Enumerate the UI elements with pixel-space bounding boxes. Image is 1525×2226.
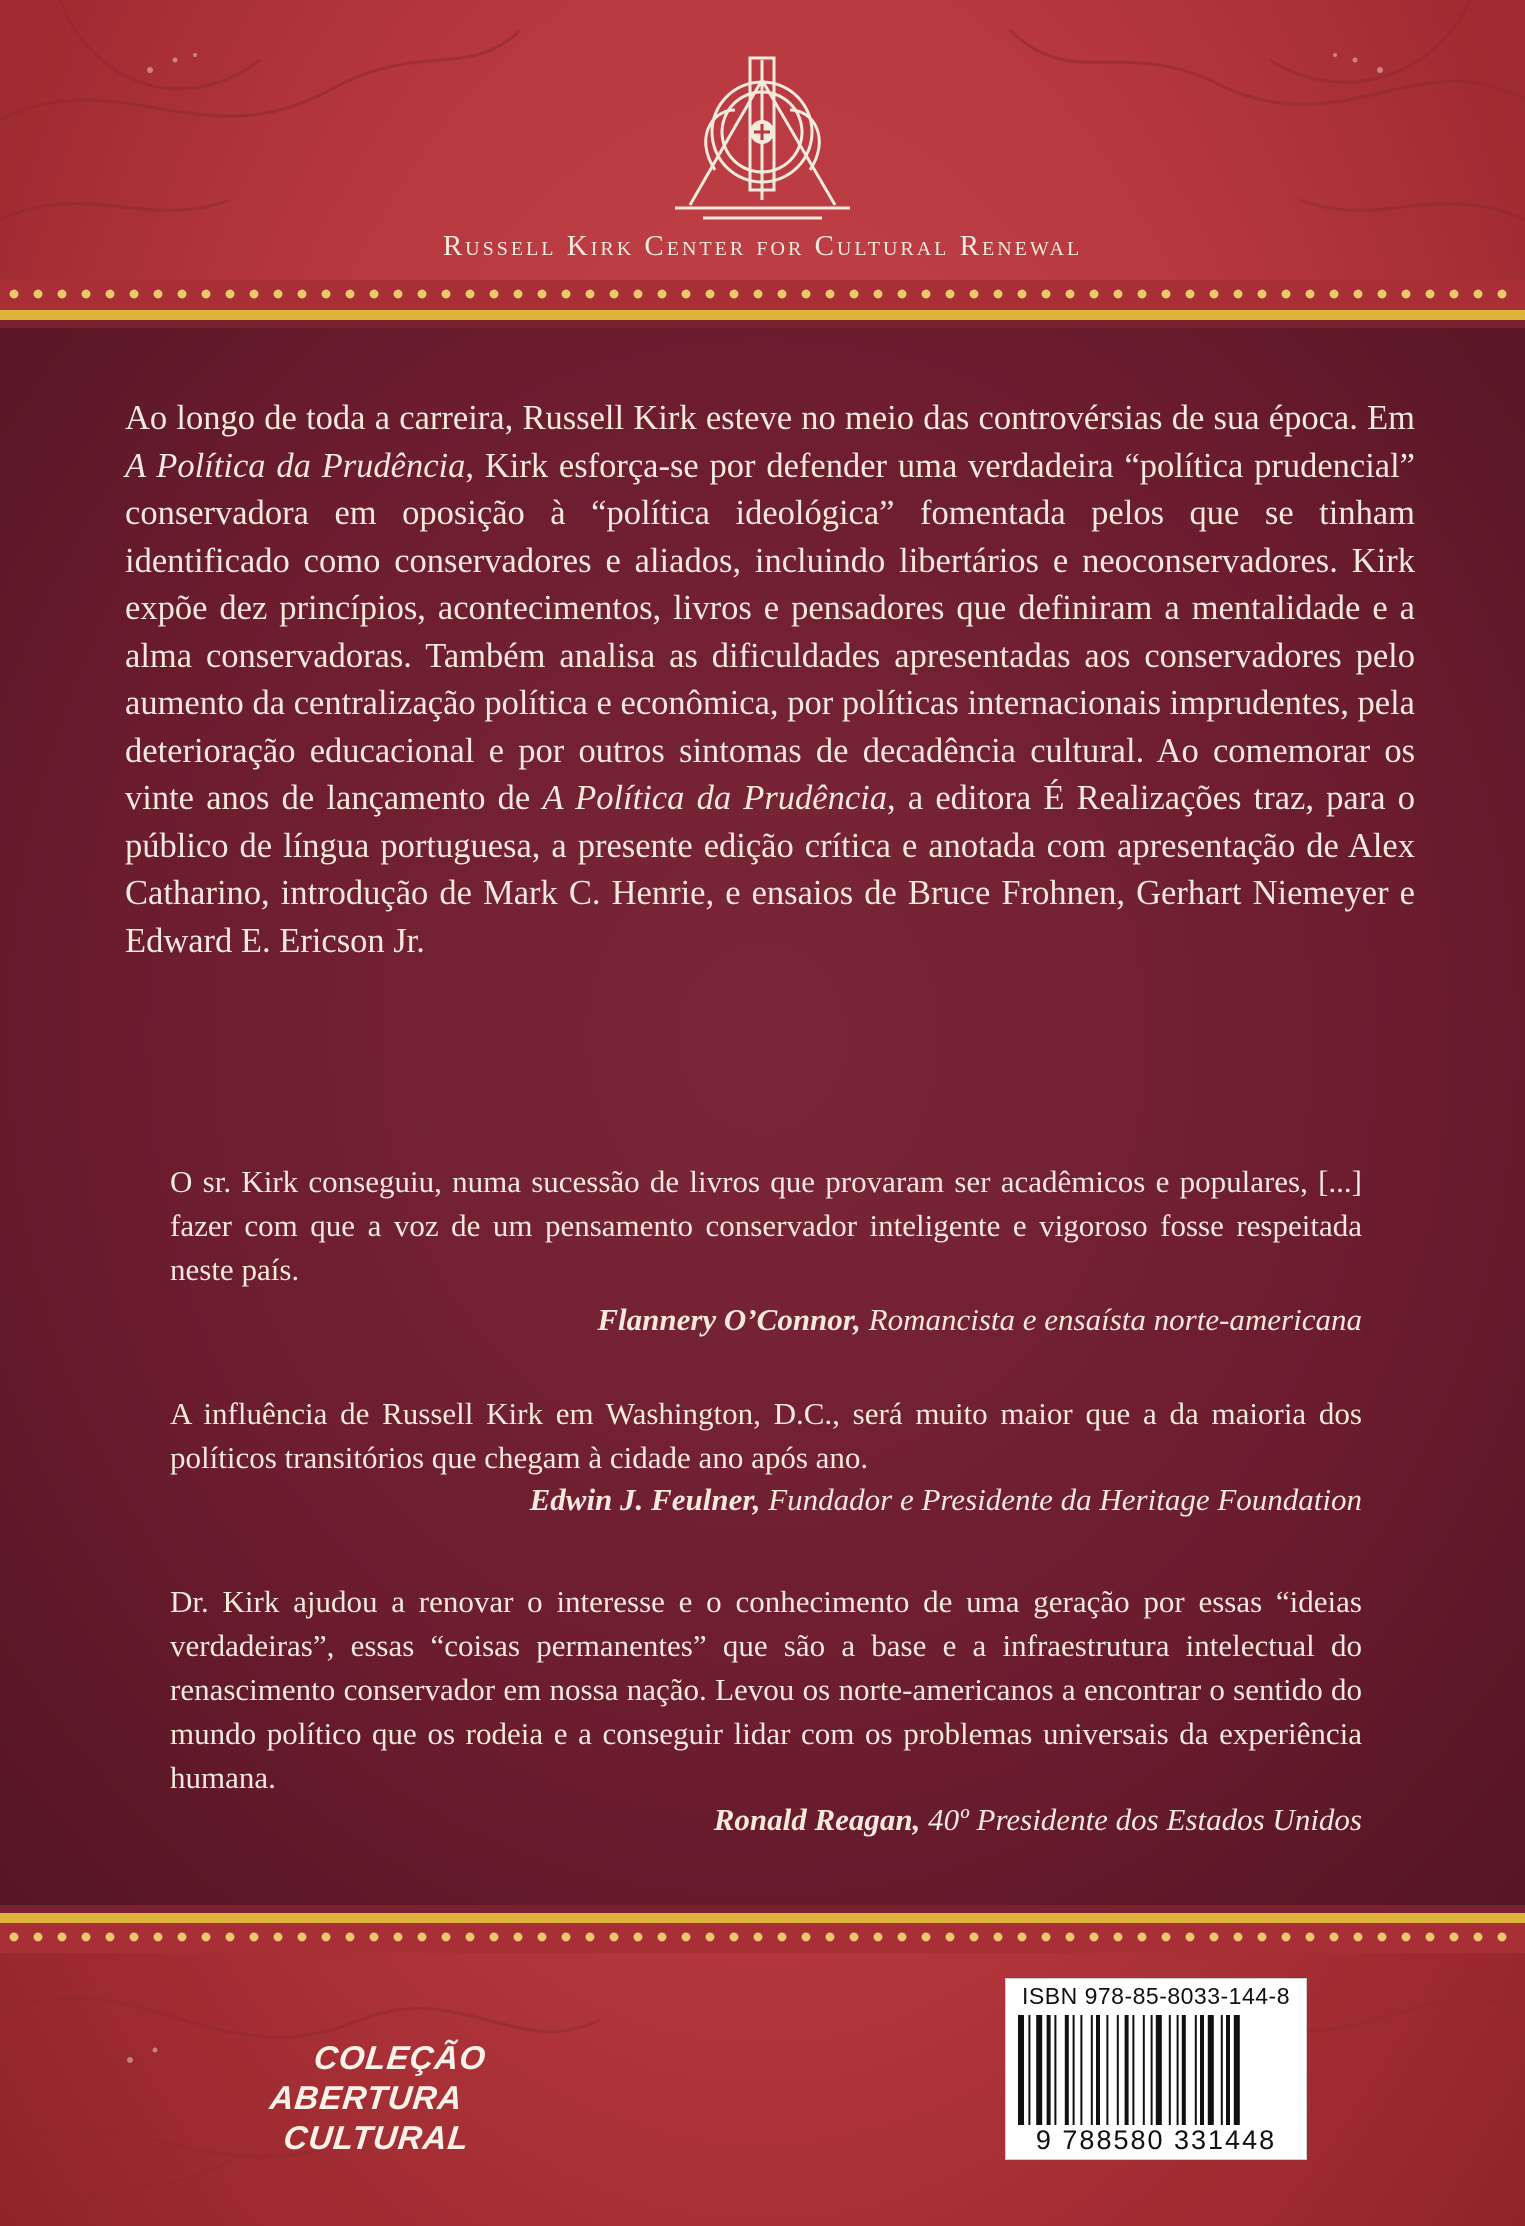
border-dot <box>1306 1933 1315 1942</box>
border-dot <box>298 1933 307 1942</box>
border-dot <box>322 1933 331 1942</box>
border-dot <box>778 1933 787 1942</box>
border-dot <box>250 1933 259 1942</box>
border-dot <box>1138 290 1147 299</box>
quote-author-role: Romancista e ensaísta norte-americana <box>860 1302 1362 1337</box>
border-dot <box>778 290 787 299</box>
border-dot <box>1450 1933 1459 1942</box>
dotted-border-bottom <box>0 1905 1525 1953</box>
border-dot <box>418 290 427 299</box>
quote-author: Flannery O’Connor, <box>597 1302 861 1337</box>
isbn-barcode <box>1005 1978 1307 2160</box>
border-dot <box>130 290 139 299</box>
border-dot <box>850 290 859 299</box>
border-dot <box>1258 290 1267 299</box>
description-part-2: , Kirk esforça-se por defender uma verdadeira “política prudencial” conservadora em oposição à “política ideológica” fomentada pelos que se tinham identificado como conservadores e aliados, incluindo libertários e neoconservadores. Kirk expõe dez princípios, acontecimentos, livros e pensadores que definiram a mentalidade e a alma conservadoras. Também analisa as dificuldades apresentadas aos conservadores pelo aumento da centralização política e econômica, por políticas internacionais imprudentes, pela deterioração educacional e por outros sintomas de decadência cultural. Ao comemorar os vinte anos de lançamento de <box>125 446 1415 817</box>
barcode-bar <box>1117 2015 1119 2125</box>
border-dot <box>418 1933 427 1942</box>
barcode-bar <box>1156 2015 1162 2125</box>
border-dot <box>58 1933 67 1942</box>
border-dot <box>802 290 811 299</box>
barcode-bar <box>1195 2015 1197 2125</box>
border-dot <box>1162 290 1171 299</box>
barcode-bars <box>1014 2015 1298 2125</box>
barcode-bar <box>1047 2015 1051 2125</box>
border-dot <box>1474 290 1483 299</box>
quote-author-role: Fundador e Presidente da Heritage Foundation <box>760 1482 1362 1517</box>
border-dot <box>1090 290 1099 299</box>
border-dot <box>874 290 883 299</box>
quote-author: Edwin J. Feulner, <box>529 1482 761 1517</box>
border-dot <box>1066 1933 1075 1942</box>
barcode-bar <box>1200 2015 1204 2125</box>
border-dot <box>1378 290 1387 299</box>
description-part-1: Ao longo de toda a carreira, Russell Kirk esteve no meio das controvérsias de sua época. Em <box>125 399 1415 437</box>
border-dot <box>1138 1933 1147 1942</box>
border-dot <box>1018 290 1027 299</box>
border-dot <box>1450 290 1459 299</box>
border-dot <box>1474 1933 1483 1942</box>
barcode-bar <box>1177 2015 1179 2125</box>
barcode-bar <box>1018 2015 1024 2125</box>
border-dot <box>370 290 379 299</box>
border-dot <box>274 1933 283 1942</box>
border-dot <box>802 1933 811 1942</box>
border-dot <box>82 1933 91 1942</box>
quote-oconnor: O sr. Kirk conseguiu, numa sucessão de livros que provaram ser acadêmicos e populares, [...] fazer com que a voz de um pensamento conservador inteligente e vigoroso fosse respeitada neste país. <box>170 1164 1362 1287</box>
border-dot <box>130 1933 139 1942</box>
border-dot <box>178 1933 187 1942</box>
border-dot <box>322 290 331 299</box>
book-title-2: A Política da Prudência <box>542 779 887 817</box>
barcode-bar <box>1169 2015 1171 2125</box>
border-dot <box>1186 1933 1195 1942</box>
border-dot <box>898 290 907 299</box>
border-dot <box>442 1933 451 1942</box>
border-dot <box>562 1933 571 1942</box>
barcode-bar <box>1080 2015 1082 2125</box>
quote-author-role: 40º Presidente dos Estados Unidos <box>920 1802 1362 1837</box>
border-dot <box>994 290 1003 299</box>
border-dot <box>1282 1933 1291 1942</box>
barcode-bar <box>1132 2015 1134 2125</box>
border-dot <box>1330 1933 1339 1942</box>
border-dot <box>298 290 307 299</box>
border-dot <box>922 290 931 299</box>
barcode-bar <box>1143 2015 1145 2125</box>
barcode-bar <box>1096 2015 1100 2125</box>
border-dot <box>946 290 955 299</box>
border-dot <box>106 1933 115 1942</box>
barcode-bar <box>1234 2015 1240 2125</box>
quote-feulner: A influência de Russell Kirk em Washington, D.C., será muito maior que a da maioria dos políticos transitórios que chegam à cidade ano após ano. <box>170 1396 1362 1475</box>
barcode-bar <box>1151 2015 1153 2125</box>
quote-author: Ronald Reagan, <box>713 1802 921 1837</box>
barcode-bar <box>1226 2015 1230 2125</box>
isbn-label: ISBN 978-85-8033-144-8 <box>1022 1983 1290 2009</box>
border-dot <box>970 290 979 299</box>
border-dot <box>682 1933 691 1942</box>
border-dot <box>226 290 235 299</box>
border-dot <box>1186 290 1195 299</box>
border-dot <box>1378 1933 1387 1942</box>
border-dot <box>946 1933 955 1942</box>
border-dot <box>1114 1933 1123 1942</box>
border-dot <box>706 1933 715 1942</box>
border-dot <box>1354 1933 1363 1942</box>
border-dot <box>1042 1933 1051 1942</box>
border-dot <box>826 1933 835 1942</box>
border-dot <box>154 1933 163 1942</box>
dotted-border-top <box>0 280 1525 328</box>
border-dot <box>922 1933 931 1942</box>
border-dot <box>1282 290 1291 299</box>
collection-line-2: ABERTURA <box>268 2079 465 2116</box>
border-dot <box>1426 290 1435 299</box>
border-dot <box>466 1933 475 1942</box>
border-dot <box>1210 290 1219 299</box>
border-dot <box>1210 1933 1219 1942</box>
description-part-3: , a editora É Realizações traz, para o público de língua portuguesa, a presente edição crítica e anotada com apresentação de Alex Catharino, introdução de Mark C. Henrie, e ensaios de Bruce Frohnen, Gerhart Niemeyer e Edward E. Ericson Jr. <box>125 779 1415 960</box>
barcode-bar <box>1221 2015 1223 2125</box>
collection-line-1: COLEÇÃO <box>312 2039 489 2076</box>
border-dot <box>34 1933 43 1942</box>
border-dot <box>274 290 283 299</box>
barcode-bar <box>1036 2015 1042 2125</box>
attribution-feulner <box>530 1482 1362 1518</box>
book-title-1: A Política da Prudência <box>125 446 466 485</box>
barcode-bar <box>1073 2015 1075 2125</box>
barcode-bar <box>1065 2015 1069 2125</box>
border-dot <box>1402 290 1411 299</box>
border-dot <box>1114 290 1123 299</box>
border-dot <box>202 290 211 299</box>
border-dot <box>658 1933 667 1942</box>
border-dot <box>730 1933 739 1942</box>
russell-kirk-center-logo <box>655 40 870 230</box>
border-dot <box>562 290 571 299</box>
border-dot <box>874 1933 883 1942</box>
border-dot <box>610 1933 619 1942</box>
border-dot <box>346 1933 355 1942</box>
border-dot <box>538 290 547 299</box>
collection-logo <box>264 2038 489 2158</box>
border-dot <box>34 290 43 299</box>
barcode-bar <box>1028 2015 1030 2125</box>
border-dot <box>202 1933 211 1942</box>
border-dot <box>658 290 667 299</box>
barcode-bar <box>1091 2015 1093 2125</box>
border-dot <box>970 1933 979 1942</box>
border-dot <box>1066 290 1075 299</box>
border-dot <box>994 1933 1003 1942</box>
border-dot <box>226 1933 235 1942</box>
barcode-bar <box>1125 2015 1129 2125</box>
border-dot <box>754 290 763 299</box>
border-dot <box>754 1933 763 1942</box>
border-dot <box>1498 1933 1507 1942</box>
border-dot <box>682 290 691 299</box>
book-description <box>125 395 1415 965</box>
border-dot <box>250 290 259 299</box>
border-dot <box>1234 1933 1243 1942</box>
barcode-bar <box>1208 2015 1214 2125</box>
border-dot <box>490 1933 499 1942</box>
border-dot <box>610 290 619 299</box>
border-dot <box>1018 1933 1027 1942</box>
border-dot <box>82 290 91 299</box>
border-dot <box>346 290 355 299</box>
border-dot <box>178 290 187 299</box>
barcode-bar <box>1054 2015 1056 2125</box>
border-dot <box>1042 290 1051 299</box>
border-dot <box>634 290 643 299</box>
border-dot <box>58 290 67 299</box>
collection-line-3: CULTURAL <box>281 2119 471 2156</box>
border-dot <box>1234 290 1243 299</box>
barcode-bar <box>1106 2015 1108 2125</box>
border-dot <box>370 1933 379 1942</box>
border-dot <box>1162 1933 1171 1942</box>
border-dot <box>10 290 19 299</box>
border-dot <box>1426 1933 1435 1942</box>
barcode-bar <box>1182 2015 1186 2125</box>
border-dot <box>466 290 475 299</box>
isbn-digits: 9 788580 331448 <box>1035 2125 1277 2155</box>
border-dot <box>1354 290 1363 299</box>
border-dot <box>1498 290 1507 299</box>
border-dot <box>898 1933 907 1942</box>
attribution-reagan <box>714 1802 1362 1838</box>
border-dot <box>1306 290 1315 299</box>
border-dot <box>1330 290 1339 299</box>
border-dot <box>106 290 115 299</box>
border-dot <box>490 290 499 299</box>
border-dot <box>634 1933 643 1942</box>
border-dot <box>10 1933 19 1942</box>
border-dot <box>586 1933 595 1942</box>
border-dot <box>394 290 403 299</box>
border-dot <box>1402 1933 1411 1942</box>
border-dot <box>706 290 715 299</box>
border-dot <box>514 1933 523 1942</box>
border-dot <box>730 290 739 299</box>
border-dot <box>1258 1933 1267 1942</box>
quote-reagan: Dr. Kirk ajudou a renovar o interesse e o conhecimento de uma geração por essas “ideias verdadeiras”, essas “coisas permanentes” que são a base e a infraestrutura intelectual do renascimento conservador em nossa nação. Levou os norte-americanos a encontrar o sentido do mundo político que os rodeia e a conseguir lidar com os problemas universais da experiência humana. <box>170 1584 1362 1795</box>
border-dot <box>442 290 451 299</box>
attribution-oconnor <box>597 1302 1362 1338</box>
border-dot <box>394 1933 403 1942</box>
border-dot <box>1090 1933 1099 1942</box>
border-dot <box>826 290 835 299</box>
border-dot <box>538 1933 547 1942</box>
border-dot <box>586 290 595 299</box>
border-dot <box>154 290 163 299</box>
border-dot <box>850 1933 859 1942</box>
border-dot <box>514 290 523 299</box>
center-name: Russell Kirk Center for Cultural Renewal <box>442 230 1083 262</box>
